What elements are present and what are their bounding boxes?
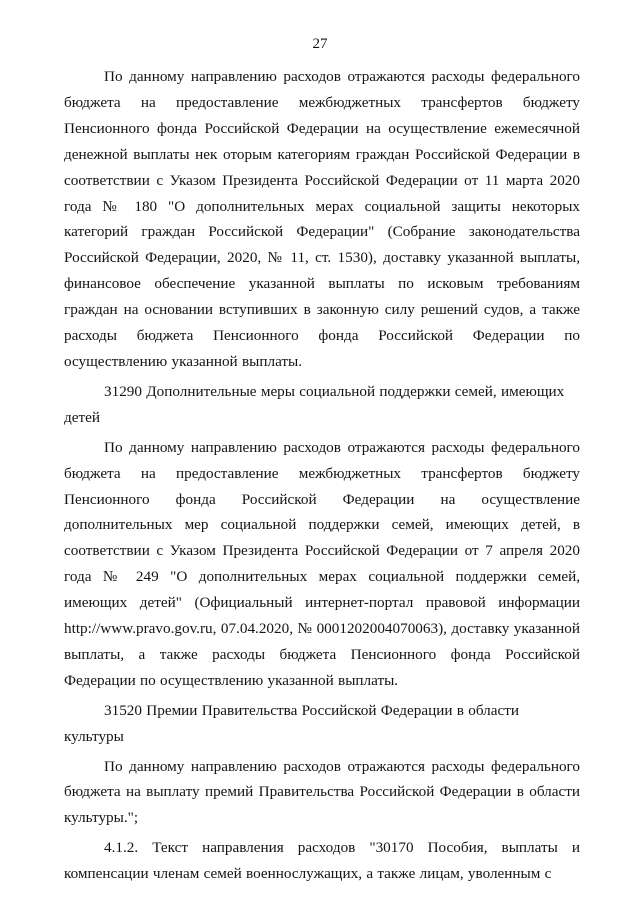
paragraph-families-with-children: По данному направлению расходов отражаются расходы федерального бюджета на предоставление межбюджетных трансфертов бюджету Пенсионного фонда Российской Федерации на осуществление дополнительных мер социальной поддержки семей, имеющих детей, в соответствии с Указом Президента Российской Федерации от 7 апреля 2020 года № 249 "О дополнительных мерах социальной поддержки семей, имеющих детей" (Официальный интернет-портал правовой информации http://www.pravo.gov.ru, 07.04.2020, № 0001202004070063), доставку указанной выплаты, а также расходы бюджета Пенсионного фонда Российской Федерации по осуществлению указанной выплаты. xyxy=(64,438,580,689)
document-body xyxy=(64,64,580,887)
page-number: 27 xyxy=(312,36,328,52)
paragraph-culture-awards: По данному направлению расходов отражаются расходы федерального бюджета на выплату премий Правительства Российской Федерации в области культуры."; xyxy=(64,757,580,827)
heading-31520: 31520 Премии Правительства Российской Федерации в области культуры xyxy=(64,701,520,745)
paragraph-4-1-2: 4.1.2. Текст направления расходов "30170 Пособия, выплаты и компенсации членам семей военнослужащих, а также лицам, уволенным с xyxy=(64,839,580,883)
heading-31290: 31290 Дополнительные меры социальной поддержки семей, имеющих детей xyxy=(64,382,565,426)
paragraph-pension-fund-monthly-payment: По данному направлению расходов отражаются расходы федерального бюджета на предоставление межбюджетных трансфертов бюджету Пенсионного фонда Российской Федерации на осуществление ежемесячной денежной выплаты нек оторым категориям граждан Российской Федерации в соответствии с Указом Президента Российской Федерации от 11 марта 2020 года № 180 "О дополнительных мерах социальной защиты некоторых категорий граждан Российской Федерации" (Собрание законодательства Российской Федерации, 2020, № 11, ст. 1530), доставку указанной выплаты, финансовое обеспечение указанной выплаты по исковым требованиям граждан на основании вступивших в законную силу решений судов, а также расходы бюджета Пенсионного фонда Российской Федерации по осуществлению указанной выплаты. xyxy=(64,68,580,370)
